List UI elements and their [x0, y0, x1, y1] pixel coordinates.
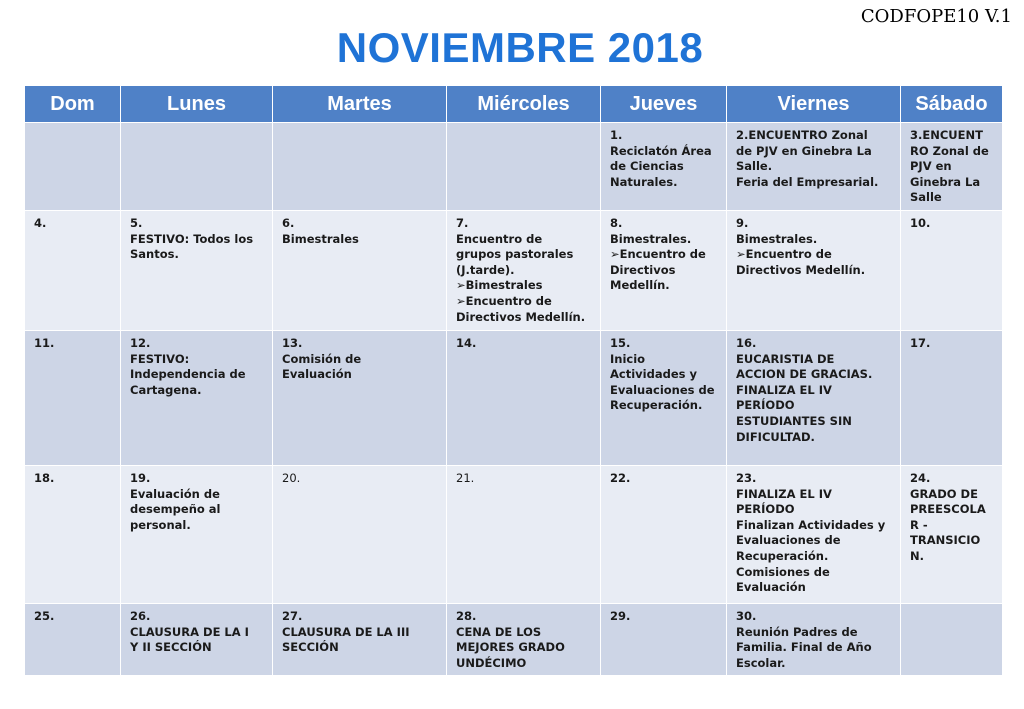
calendar-body — [25, 123, 1003, 676]
event-text: de PJV en Ginebra La — [736, 143, 872, 158]
event-text: EUCARISTIA DE — [736, 351, 835, 366]
event-text: Independencia de — [130, 367, 246, 382]
day-number: 2.ENCUENTRO Zonal — [736, 128, 868, 142]
day-number: 28. — [456, 608, 477, 623]
day-number: 1. — [610, 128, 623, 142]
week-row — [25, 330, 1003, 465]
event-text: Comisión de — [282, 351, 362, 366]
day-cell — [901, 123, 1003, 211]
event-text: TRANSICIO — [910, 533, 981, 548]
day-cell — [901, 603, 1003, 675]
event-text: Ginebra La — [910, 174, 981, 189]
event-text: Comisiones de — [736, 564, 830, 579]
day-cell — [25, 210, 121, 330]
day-cell — [121, 465, 273, 603]
event-text: CENA DE LOS — [456, 624, 542, 639]
event-text: MEJORES GRADO — [456, 640, 565, 655]
event-text: (J.tarde). — [456, 262, 515, 277]
weekday-header-row — [25, 86, 1003, 123]
event-text: CLAUSURA DE LA I — [130, 624, 249, 639]
event-text: GRADO DE — [910, 486, 978, 501]
page-title: NOVIEMBRE 2018 — [336, 24, 704, 71]
event-text: Evaluaciones de — [736, 533, 841, 548]
event-text: grupos pastorales — [456, 247, 574, 262]
event-text: de Ciencias — [610, 159, 684, 174]
day-number: 18. — [34, 470, 55, 485]
day-number: 3.ENCUENT — [910, 128, 983, 142]
day-cell — [447, 330, 601, 465]
event-text: Reciclatón Área — [610, 143, 712, 158]
day-cell — [727, 465, 901, 603]
day-cell — [447, 465, 601, 603]
event-text: Escolar. — [736, 655, 786, 670]
day-number: 21. — [456, 470, 475, 485]
event-text: Medellín. — [610, 278, 670, 293]
day-cell — [447, 603, 601, 675]
event-text: Familia. Final de Año — [736, 640, 872, 655]
event-text: ➢Bimestrales — [456, 278, 543, 293]
event-text: personal. — [130, 517, 191, 532]
day-number: 27. — [282, 608, 303, 623]
day-number: 12. — [130, 335, 151, 350]
day-cell — [727, 123, 901, 211]
day-number: 10. — [910, 215, 931, 230]
day-cell — [121, 330, 273, 465]
weekday-header-miercoles: Miércoles — [447, 86, 601, 123]
event-text: Evaluación — [736, 580, 806, 595]
day-cell — [121, 210, 273, 330]
day-number: 26. — [130, 608, 151, 623]
event-text: Bimestrales. — [736, 231, 818, 246]
event-text: Evaluaciones de — [610, 382, 715, 397]
day-number: 23. — [736, 470, 757, 485]
event-text: PERÍODO — [736, 398, 795, 413]
event-text: desempeño al — [130, 502, 221, 517]
week-row — [25, 210, 1003, 330]
day-number: 8. — [610, 215, 623, 230]
day-cell — [25, 123, 121, 211]
day-cell — [727, 603, 901, 675]
week-row — [25, 465, 1003, 603]
event-text: Bimestrales — [282, 231, 359, 246]
day-number: 13. — [282, 335, 303, 350]
day-cell — [273, 603, 447, 675]
event-text: Directivos — [610, 262, 676, 277]
event-text: Bimestrales. — [610, 231, 692, 246]
event-text: Evaluación de — [130, 486, 220, 501]
day-number: 4. — [34, 215, 47, 230]
weekday-header-lunes: Lunes — [121, 86, 273, 123]
weekday-header-sabado: Sábado — [901, 86, 1003, 123]
day-cell — [447, 210, 601, 330]
event-text: Santos. — [130, 247, 179, 262]
day-cell — [601, 330, 727, 465]
day-cell — [601, 603, 727, 675]
day-cell — [273, 210, 447, 330]
day-number: 11. — [34, 335, 55, 350]
event-text: SECCIÓN — [282, 640, 339, 655]
day-cell — [727, 210, 901, 330]
weekday-header-viernes: Viernes — [727, 86, 901, 123]
day-number: 14. — [456, 335, 477, 350]
weekday-header-dom: Dom — [25, 86, 121, 123]
week-row — [25, 123, 1003, 211]
day-number: 22. — [610, 470, 631, 485]
event-text: Encuentro de — [456, 231, 543, 246]
event-text: RO Zonal de — [910, 143, 989, 158]
event-text: ➢Encuentro de — [610, 247, 706, 262]
event-text: PERÍODO — [736, 502, 795, 517]
weekday-header-martes: Martes — [273, 86, 447, 123]
day-number: 5. — [130, 215, 143, 230]
event-text: Directivos Medellín. — [456, 309, 586, 324]
event-text: FESTIVO: — [130, 351, 190, 366]
event-text: N. — [910, 548, 924, 563]
event-text: FESTIVO: Todos los — [130, 231, 254, 246]
event-text: Directivos Medellín. — [736, 262, 866, 277]
day-number: 7. — [456, 215, 469, 230]
event-text: UNDÉCIMO — [456, 655, 527, 670]
weekday-header-jueves: Jueves — [601, 86, 727, 123]
event-text: R - — [910, 517, 928, 532]
event-text: Salle — [910, 190, 942, 205]
day-cell — [901, 210, 1003, 330]
day-cell — [901, 330, 1003, 465]
event-text: FINALIZA EL IV — [736, 486, 832, 501]
calendar-table — [24, 85, 1003, 676]
event-text: DIFICULTAD. — [736, 429, 815, 444]
day-number: 24. — [910, 470, 931, 485]
event-text: ESTUDIANTES SIN — [736, 413, 852, 428]
day-cell — [25, 465, 121, 603]
day-cell — [121, 123, 273, 211]
week-row — [25, 603, 1003, 675]
event-text: Recuperación. — [610, 398, 703, 413]
day-number: 6. — [282, 215, 295, 230]
event-text: ➢Encuentro de — [736, 247, 832, 262]
day-number: 30. — [736, 608, 757, 623]
day-cell — [601, 210, 727, 330]
day-cell — [273, 465, 447, 603]
event-text: PJV en — [910, 159, 952, 174]
event-text: Evaluación — [282, 367, 352, 382]
event-text: FINALIZA EL IV — [736, 382, 832, 397]
event-text: Feria del Empresarial. — [736, 174, 879, 189]
event-text: Salle. — [736, 159, 773, 174]
day-number: 17. — [910, 335, 931, 350]
day-number: 19. — [130, 470, 151, 485]
day-cell — [25, 330, 121, 465]
day-number: 15. — [610, 335, 631, 350]
event-text: ➢Encuentro de — [456, 293, 552, 308]
day-cell — [601, 123, 727, 211]
day-cell — [121, 603, 273, 675]
event-text: CLAUSURA DE LA III — [282, 624, 410, 639]
day-cell — [447, 123, 601, 211]
day-number: 29. — [610, 608, 631, 623]
day-cell — [273, 123, 447, 211]
day-cell — [273, 330, 447, 465]
day-number: 16. — [736, 335, 757, 350]
event-text: Y II SECCIÓN — [130, 640, 212, 655]
event-text: PREESCOLA — [910, 502, 986, 517]
day-cell — [25, 603, 121, 675]
event-text: Cartagena. — [130, 382, 202, 397]
day-number: 25. — [34, 608, 55, 623]
event-text: Inicio — [610, 351, 646, 366]
day-number: 20. — [282, 470, 301, 485]
day-cell — [601, 465, 727, 603]
event-text: ACCION DE GRACIAS. — [736, 367, 873, 382]
day-cell — [901, 465, 1003, 603]
event-text: Naturales. — [610, 174, 678, 189]
event-text: Actividades y — [610, 367, 697, 382]
event-text: Finalizan Actividades y — [736, 517, 886, 532]
event-text: Reunión Padres de — [736, 624, 858, 639]
day-number: 9. — [736, 215, 749, 230]
event-text: Recuperación. — [736, 548, 829, 563]
day-cell — [727, 330, 901, 465]
document-code: CODFOPE10 V.1 — [860, 6, 1012, 27]
